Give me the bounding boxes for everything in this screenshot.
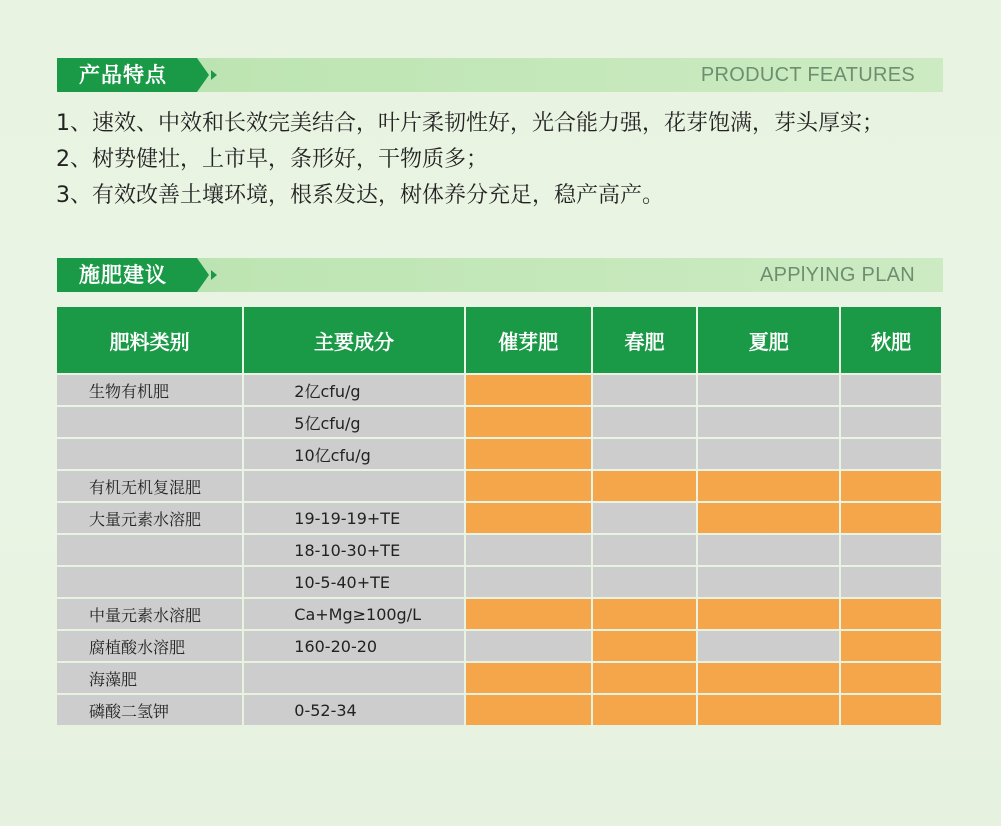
cell-component: [244, 663, 464, 693]
cell-summer-not-recommended: [698, 375, 839, 405]
cell-category: [57, 567, 242, 597]
cell-spring-not-recommended: [593, 535, 697, 565]
cell-spring-recommended: [593, 599, 697, 629]
cell-component: 160-20-20: [244, 631, 464, 661]
cell-summer-not-recommended: [698, 407, 839, 437]
cell-summer-recommended: [698, 599, 839, 629]
table-row: [57, 535, 941, 565]
cell-component: 2亿cfu/g: [244, 375, 464, 405]
cell-component: 0-52-34: [244, 695, 464, 725]
cell-sprouting-recommended: [466, 599, 591, 629]
cell-autumn-not-recommended: [841, 407, 941, 437]
cell-summer-not-recommended: [698, 439, 839, 469]
cell-component: 10-5-40+TE: [244, 567, 464, 597]
features-subtitle-en: PRODUCT FEATURES: [700, 64, 915, 86]
cell-sprouting-recommended: [466, 695, 591, 725]
cell-component: 5亿cfu/g: [244, 407, 464, 437]
cell-component: 18-10-30+TE: [244, 535, 464, 565]
cell-sprouting-recommended: [466, 503, 591, 533]
cell-spring-recommended: [593, 695, 697, 725]
cell-spring-not-recommended: [593, 407, 697, 437]
cell-autumn-not-recommended: [841, 439, 941, 469]
cell-category: [57, 535, 242, 565]
cell-sprouting-recommended: [466, 663, 591, 693]
cell-summer-not-recommended: [698, 535, 839, 565]
cell-autumn-not-recommended: [841, 567, 941, 597]
cell-spring-recommended: [593, 631, 697, 661]
cell-spring-recommended: [593, 663, 697, 693]
table-row: [57, 695, 941, 725]
table-header-row: [57, 307, 941, 373]
cell-spring-recommended: [593, 471, 697, 501]
column-header-component: 主要成分: [244, 307, 464, 373]
cell-category: 大量元素水溶肥: [57, 503, 242, 533]
cell-autumn-recommended: [841, 695, 941, 725]
column-header-sprouting: 催芽肥: [466, 307, 591, 373]
cell-category: 中量元素水溶肥: [57, 599, 242, 629]
cell-sprouting-not-recommended: [466, 631, 591, 661]
column-header-spring: 春肥: [593, 307, 697, 373]
table-row: [57, 663, 941, 693]
features-title-small-arrow-icon: [211, 70, 217, 80]
column-header-summer: 夏肥: [698, 307, 839, 373]
cell-autumn-recommended: [841, 471, 941, 501]
table-row: [57, 471, 941, 501]
cell-spring-not-recommended: [593, 375, 697, 405]
cell-autumn-recommended: [841, 599, 941, 629]
cell-spring-not-recommended: [593, 439, 697, 469]
cell-component: 10亿cfu/g: [244, 439, 464, 469]
table-row: [57, 631, 941, 661]
cell-component: Ca+Mg≥100g/L: [244, 599, 464, 629]
table-row: [57, 439, 941, 469]
applying-plan-table: [55, 305, 943, 727]
table-row: [57, 375, 941, 405]
feature-item: 2、树势健壮，上市早，条形好，干物质多；: [56, 147, 488, 172]
table-row: [57, 503, 941, 533]
table-row: [57, 407, 941, 437]
features-title: 产品特点: [57, 58, 197, 92]
cell-spring-not-recommended: [593, 567, 697, 597]
table-row: [57, 567, 941, 597]
cell-summer-recommended: [698, 695, 839, 725]
cell-category: [57, 407, 242, 437]
plan-title-small-arrow-icon: [211, 270, 217, 280]
cell-sprouting-not-recommended: [466, 567, 591, 597]
features-title-arrow-icon: [197, 58, 209, 92]
cell-category: [57, 439, 242, 469]
cell-summer-recommended: [698, 663, 839, 693]
cell-category: 有机无机复混肥: [57, 471, 242, 501]
cell-component: 19-19-19+TE: [244, 503, 464, 533]
cell-sprouting-recommended: [466, 471, 591, 501]
feature-item: 1、速效、中效和长效完美结合，叶片柔韧性好，光合能力强，花芽饱满，芽头厚实；: [56, 111, 884, 136]
cell-sprouting-recommended: [466, 375, 591, 405]
cell-component: [244, 471, 464, 501]
cell-summer-not-recommended: [698, 631, 839, 661]
cell-sprouting-recommended: [466, 407, 591, 437]
cell-autumn-recommended: [841, 631, 941, 661]
cell-autumn-recommended: [841, 663, 941, 693]
plan-title-arrow-icon: [197, 258, 209, 292]
table-row: [57, 599, 941, 629]
cell-category: 海藻肥: [57, 663, 242, 693]
column-header-autumn: 秋肥: [841, 307, 941, 373]
cell-autumn-recommended: [841, 503, 941, 533]
cell-spring-not-recommended: [593, 503, 697, 533]
cell-autumn-not-recommended: [841, 375, 941, 405]
cell-category: 磷酸二氢钾: [57, 695, 242, 725]
cell-autumn-not-recommended: [841, 535, 941, 565]
cell-sprouting-recommended: [466, 439, 591, 469]
plan-section-header: [57, 258, 943, 292]
plan-title: 施肥建议: [57, 258, 197, 292]
plan-subtitle-en: APPlYING PLAN: [759, 264, 915, 286]
features-list: [56, 106, 884, 214]
column-header-category: 肥料类别: [57, 307, 242, 373]
cell-category: 生物有机肥: [57, 375, 242, 405]
cell-summer-recommended: [698, 471, 839, 501]
cell-summer-recommended: [698, 503, 839, 533]
cell-summer-not-recommended: [698, 567, 839, 597]
cell-category: 腐植酸水溶肥: [57, 631, 242, 661]
cell-sprouting-not-recommended: [466, 535, 591, 565]
feature-item: 3、有效改善土壤环境，根系发达，树体养分充足，稳产高产。: [56, 183, 664, 208]
features-section-header: [57, 58, 943, 92]
